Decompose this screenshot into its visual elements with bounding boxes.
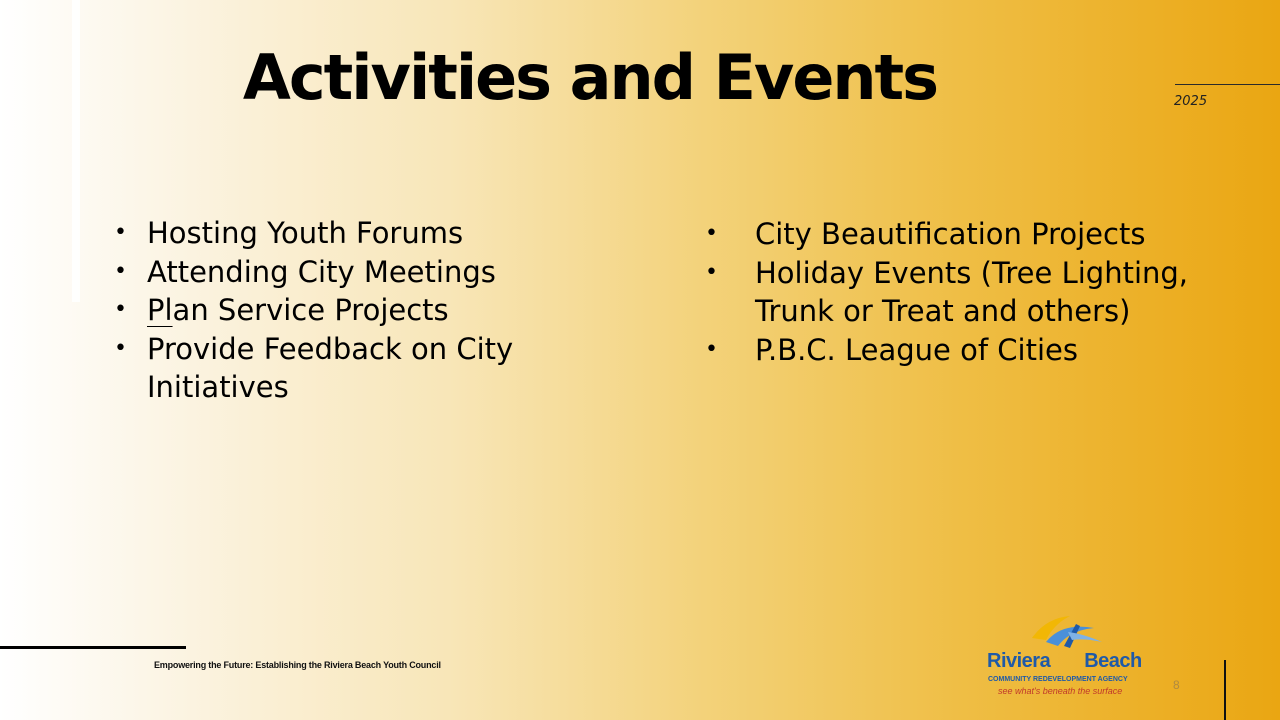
footer-text: Empowering the Future: Establishing the Riviera Beach Youth Council: [154, 660, 441, 670]
slide-title: Activities and Events: [242, 41, 938, 114]
bullet-icon: •: [114, 220, 127, 245]
list-item: • Attending City Meetings: [147, 253, 607, 292]
bullet-icon: •: [705, 221, 718, 246]
year-divider: [1175, 84, 1280, 85]
riviera-beach-logo: [984, 612, 1154, 704]
bullet-icon: •: [705, 336, 718, 362]
bullet-icon: •: [114, 297, 127, 322]
list-item: • Plan Service Projects: [147, 291, 607, 330]
bullet-icon: •: [114, 335, 127, 361]
logo-agency: COMMUNITY REDEVELOPMENT AGENCY: [988, 676, 1128, 683]
right-bullet-list: [705, 215, 1215, 369]
left-bullet-list: [114, 214, 607, 407]
bullet-icon: •: [705, 259, 718, 285]
list-item: • P.B.C. League of Cities: [755, 331, 1215, 370]
slide-year: 2025: [1174, 94, 1208, 109]
list-item: • Hosting Youth Forums: [147, 214, 607, 253]
logo-name: Riviera Beach: [987, 650, 1142, 672]
list-item: • City Beautification Projects: [755, 215, 1215, 254]
footer-divider: [0, 646, 186, 649]
logo-tagline: see what's beneath the surface: [998, 686, 1123, 696]
page-number: 8: [1173, 678, 1180, 692]
bullet-icon: •: [114, 258, 127, 284]
list-item: • Provide Feedback on City Initiatives: [114, 331, 514, 404]
list-item: • Holiday Events (Tree Lighting, Trunk or Treat and others): [705, 255, 1189, 328]
page-number-divider: [1224, 660, 1226, 720]
